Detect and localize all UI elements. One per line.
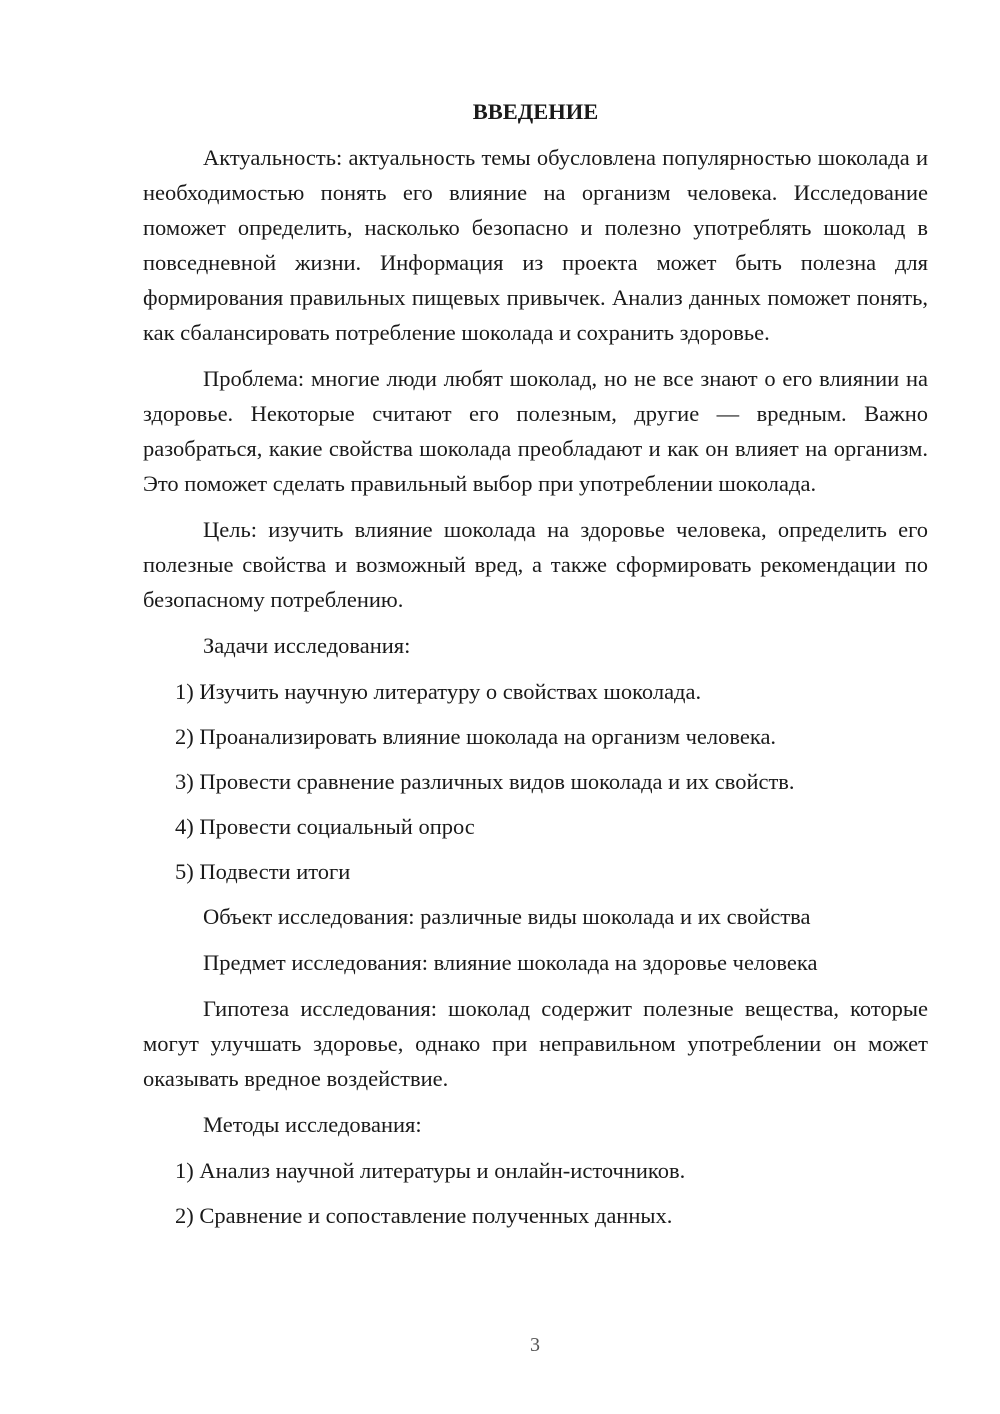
list-item: 3) Провести сравнение различных видов шоколада и их свойств. bbox=[175, 769, 795, 794]
methods-list bbox=[143, 1153, 928, 1233]
section-title: ВВЕДЕНИЕ bbox=[472, 99, 599, 124]
problem-paragraph: Проблема: многие люди любят шоколад, но не все знают о его влиянии на здоровье. Некоторые считают его полезным, другие — вредным. Важно разобраться, какие свойства шоколада преобладают и как он влияет на организм. Это поможет сделать правильный выбор при употреблении шоколада. bbox=[143, 366, 928, 496]
list-item: 4) Провести социальный опрос bbox=[175, 814, 475, 839]
tasks-list bbox=[143, 674, 928, 889]
goal-paragraph: Цель: изучить влияние шоколада на здоровье человека, определить его полезные свойства и возможный вред, а также сформировать рекомендации по безопасному потреблению. bbox=[143, 517, 928, 612]
document-body bbox=[143, 94, 928, 1243]
list-item: 1) Изучить научную литературу о свойствах шоколада. bbox=[175, 679, 702, 704]
page-number: 3 bbox=[530, 1334, 540, 1356]
list-item: 1) Анализ научной литературы и онлайн-источников. bbox=[175, 1158, 686, 1183]
list-item: 2) Проанализировать влияние шоколада на организм человека. bbox=[175, 724, 777, 749]
tasks-heading: Задачи исследования: bbox=[203, 633, 411, 658]
hypothesis-paragraph: Гипотеза исследования: шоколад содержит полезные вещества, которые могут улучшать здоровье, однако при неправильном употреблении он может оказывать вредное воздействие. bbox=[143, 996, 928, 1091]
list-item: 2) Сравнение и сопоставление полученных данных. bbox=[175, 1203, 673, 1228]
methods-heading: Методы исследования: bbox=[203, 1112, 422, 1137]
relevance-paragraph: Актуальность: актуальность темы обусловлена популярностью шоколада и необходимостью понять его влияние на организм человека. Исследование поможет определить, насколько безопасно и полезно употреблять шоколад в повседневной жизни. Информация из проекта может быть полезна для формирования правильных пищевых привычек. Анализ данных поможет понять, как сбалансировать потребление шоколада и сохранить здоровье. bbox=[143, 145, 928, 345]
object-paragraph: Объект исследования: различные виды шоколада и их свойства bbox=[203, 904, 811, 929]
subject-paragraph: Предмет исследования: влияние шоколада на здоровье человека bbox=[203, 950, 818, 975]
list-item: 5) Подвести итоги bbox=[175, 859, 351, 884]
